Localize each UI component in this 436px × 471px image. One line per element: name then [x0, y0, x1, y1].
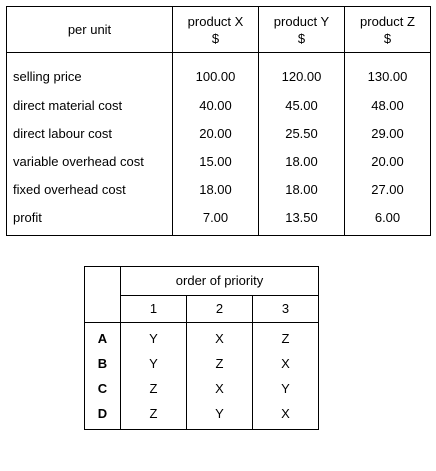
table-row	[7, 91, 431, 119]
per-unit-header: per unit	[7, 7, 173, 53]
cost-table	[6, 6, 431, 236]
cell-value: 48.00	[345, 91, 431, 119]
cell-value: 120.00	[259, 53, 345, 92]
cell-value: 100.00	[173, 53, 259, 92]
cell-value: 18.00	[259, 147, 345, 175]
product-x-header	[173, 7, 259, 53]
row-label: fixed overhead cost	[7, 175, 173, 203]
option-letter: B	[85, 351, 121, 376]
product-y-header	[259, 7, 345, 53]
priority-header-row	[85, 267, 319, 296]
cell-value: 25.50	[259, 119, 345, 147]
cell-value: 13.50	[259, 203, 345, 236]
blank-corner-cell	[85, 296, 121, 323]
product-name: product Z	[360, 13, 415, 29]
currency-symbol: $	[383, 30, 392, 46]
row-label: variable overhead cost	[7, 147, 173, 175]
cell-value: 40.00	[173, 91, 259, 119]
cell-value: 45.00	[259, 91, 345, 119]
product-name: product X	[187, 13, 244, 29]
option-row	[85, 323, 319, 352]
rank-header: 1	[121, 296, 187, 323]
priority-table	[84, 266, 319, 430]
cell-value: 20.00	[173, 119, 259, 147]
cell-value: 20.00	[345, 147, 431, 175]
table-row	[7, 175, 431, 203]
priority-cell: Y	[187, 401, 253, 430]
blank-corner-cell	[85, 267, 121, 296]
table-row	[7, 147, 431, 175]
cost-table-header-row	[7, 7, 431, 53]
product-z-header	[345, 7, 431, 53]
priority-cell: Z	[253, 323, 319, 352]
priority-cell: Z	[121, 376, 187, 401]
option-letter: D	[85, 401, 121, 430]
cell-value: 18.00	[259, 175, 345, 203]
table-row	[7, 53, 431, 92]
cell-value: 7.00	[173, 203, 259, 236]
rank-header-row	[85, 296, 319, 323]
option-row	[85, 351, 319, 376]
priority-cell: Y	[121, 323, 187, 352]
currency-symbol: $	[297, 30, 306, 46]
table-row	[7, 119, 431, 147]
row-label: selling price	[7, 53, 173, 92]
row-label: profit	[7, 203, 173, 236]
priority-cell: X	[253, 401, 319, 430]
option-letter: A	[85, 323, 121, 352]
option-row	[85, 376, 319, 401]
rank-header: 3	[253, 296, 319, 323]
option-letter: C	[85, 376, 121, 401]
row-label: direct labour cost	[7, 119, 173, 147]
product-name: product Y	[273, 13, 330, 29]
priority-cell: Z	[121, 401, 187, 430]
row-label: direct material cost	[7, 91, 173, 119]
priority-cell: Y	[121, 351, 187, 376]
priority-cell: Y	[253, 376, 319, 401]
cell-value: 15.00	[173, 147, 259, 175]
rank-header: 2	[187, 296, 253, 323]
table-row	[7, 203, 431, 236]
priority-cell: Z	[187, 351, 253, 376]
priority-cell: X	[187, 376, 253, 401]
cell-value: 18.00	[173, 175, 259, 203]
currency-symbol: $	[211, 30, 220, 46]
cell-value: 130.00	[345, 53, 431, 92]
priority-cell: X	[187, 323, 253, 352]
cell-value: 27.00	[345, 175, 431, 203]
order-of-priority-header: order of priority	[121, 267, 319, 296]
option-row	[85, 401, 319, 430]
priority-cell: X	[253, 351, 319, 376]
cell-value: 6.00	[345, 203, 431, 236]
cell-value: 29.00	[345, 119, 431, 147]
